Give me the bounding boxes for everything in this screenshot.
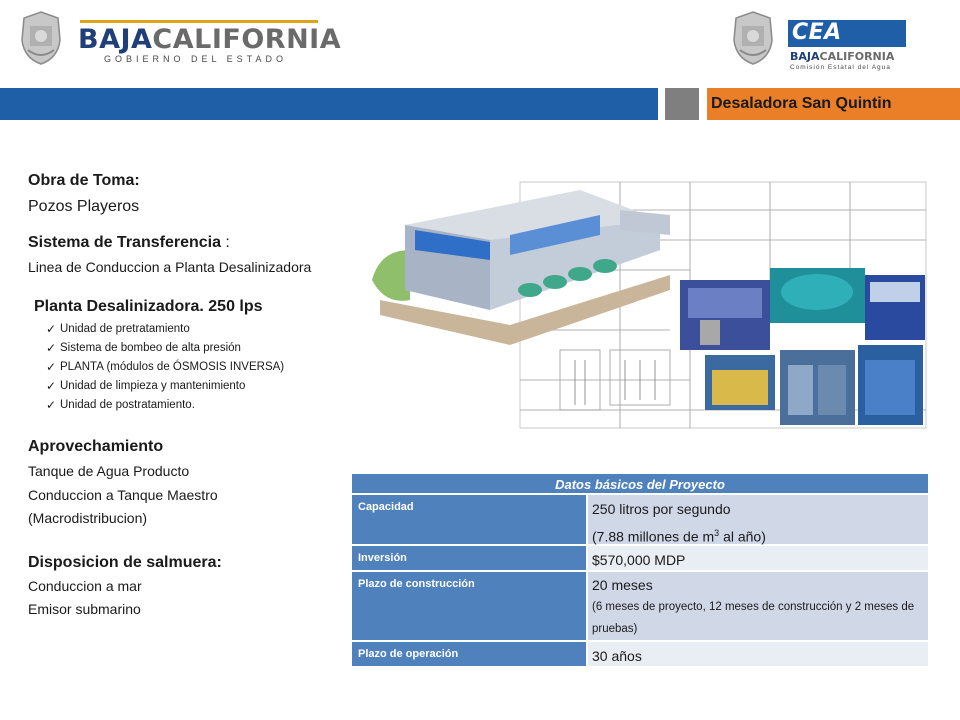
cea-brand-part-california: CALIFORNIA [819, 50, 895, 63]
sistema-colon: : [220, 234, 230, 251]
list-item-text: Unidad de postratamiento. [60, 399, 195, 411]
aprovechamiento-line: Conduccion a Tanque Maestro [28, 487, 218, 503]
banner-separator [665, 88, 699, 120]
photo-collage [680, 268, 925, 425]
brand-part-california: CALIFORNIA [152, 24, 342, 55]
row-value [588, 495, 928, 544]
value-line: 20 meses [592, 577, 653, 593]
table-row [352, 546, 928, 572]
sistema-value: Linea de Conduccion a Planta Desalinizadora [28, 259, 312, 275]
checkmark-icon: ✓ [46, 379, 57, 393]
table-row [352, 642, 928, 668]
table-row [352, 572, 928, 642]
state-seal-icon [18, 10, 64, 66]
row-value [588, 572, 928, 640]
planta-title: Planta Desalinizadora. 250 lps [34, 298, 263, 315]
value-line: 250 litros por segundo [592, 501, 731, 517]
slide-title: Desaladora San Quintin [707, 88, 960, 120]
list-item [46, 396, 284, 415]
list-item [46, 320, 284, 339]
list-item [46, 377, 284, 396]
list-item [46, 358, 284, 377]
obra-value: Pozos Playeros [28, 198, 140, 215]
list-item-text: Unidad de limpieza y mantenimiento [60, 380, 246, 392]
aprovechamiento-title: Aprovechamiento [28, 438, 164, 455]
cea-wordmark [790, 50, 894, 63]
list-item [46, 339, 284, 358]
disposicion-line: Emisor submarino [28, 601, 141, 617]
checkmark-icon: ✓ [46, 341, 57, 355]
plant-rendering-collage [370, 180, 930, 432]
cea-subtitle: Comisión Estatal del Agua [790, 64, 891, 71]
brand-accent-line [80, 20, 318, 23]
row-label: Plazo de operación [352, 642, 588, 666]
row-label: Inversión [352, 546, 588, 570]
list-item-text: Sistema de bombeo de alta presión [60, 342, 241, 354]
state-seal-icon [730, 10, 776, 66]
title-banner-bar [0, 88, 658, 120]
planta-list [46, 320, 284, 415]
value-text: (7.88 millones de m [592, 528, 715, 545]
sistema-heading [28, 234, 230, 252]
list-item-text: Unidad de pretratamiento [60, 323, 190, 335]
row-value [588, 642, 928, 666]
list-item-text: PLANTA (módulos de ÓSMOSIS INVERSA) [60, 361, 285, 373]
aprovechamiento-line: (Macrodistribucion) [28, 510, 148, 526]
brand-wordmark [78, 24, 341, 55]
sistema-title: Sistema de Transferencia [28, 234, 221, 251]
row-label: Plazo de construcción [352, 572, 588, 640]
row-value [588, 546, 928, 570]
value-line: 30 años [592, 648, 642, 664]
value-text: al año) [719, 528, 766, 545]
cea-acronym: CEA [792, 20, 842, 45]
value-line [592, 521, 924, 549]
obra-title: Obra de Toma: [28, 172, 140, 189]
brand-subtitle: GOBIERNO DEL ESTADO [104, 54, 288, 64]
checkmark-icon: ✓ [46, 360, 57, 374]
project-data-table [352, 474, 928, 668]
checkmark-icon: ✓ [46, 322, 57, 336]
disposicion-title: Disposicion de salmuera: [28, 554, 222, 571]
baja-california-logo [18, 10, 342, 72]
checkmark-icon: ✓ [46, 398, 57, 412]
table-row [352, 495, 928, 546]
cea-brand-part-baja: BAJA [790, 50, 820, 63]
value-line: $570,000 MDP [592, 552, 686, 568]
row-label: Capacidad [352, 495, 588, 544]
disposicion-line: Conduccion a mar [28, 578, 142, 594]
value-note: (6 meses de proyecto, 12 meses de construcción y 2 meses de pruebas) [592, 601, 915, 635]
table-header: Datos básicos del Proyecto [352, 474, 928, 495]
brand-part-baja: BAJA [78, 24, 153, 55]
plant-3d-render [372, 190, 670, 345]
superscript: 3 [714, 528, 720, 538]
aprovechamiento-line: Tanque de Agua Producto [28, 463, 190, 479]
cea-logo [730, 10, 920, 72]
